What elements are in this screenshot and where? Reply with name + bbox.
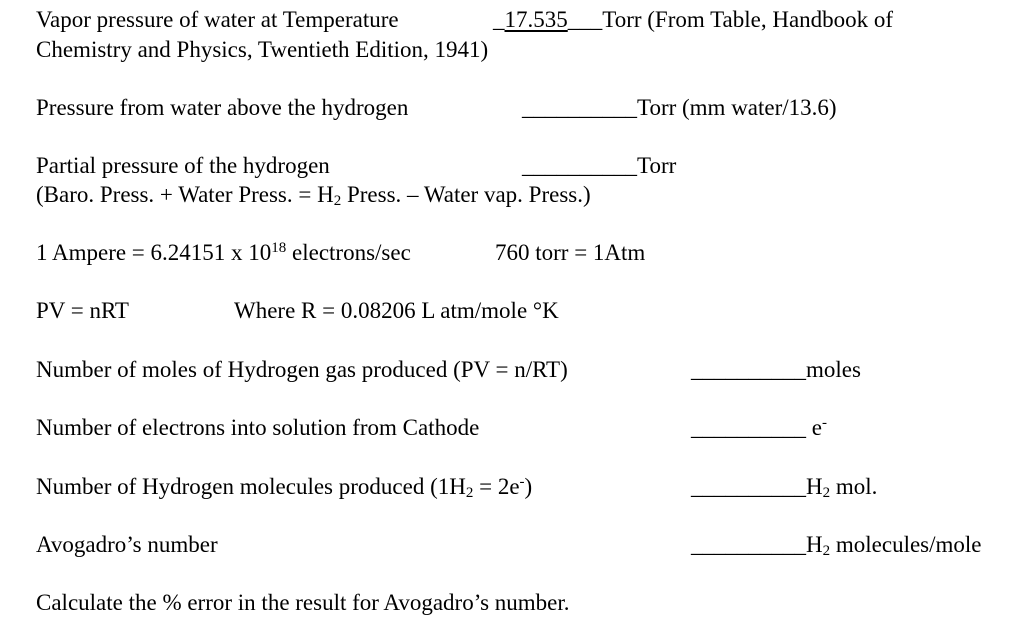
ampere-post: electrons/sec: [286, 240, 411, 265]
avogadro-unit-post: molecules/mole: [830, 532, 982, 557]
atm-constant: 760 torr = 1Atm: [495, 240, 646, 265]
formula-sub: 2: [333, 193, 342, 209]
electrons-label: Number of electrons into solution from Cathode: [36, 415, 480, 440]
h2-label-sup: -: [519, 474, 525, 490]
electrons-field: [691, 414, 827, 442]
vapor-pressure-field: [493, 6, 893, 34]
electrons-unit: [812, 415, 827, 440]
gas-law-equation: PV = nRT: [36, 298, 129, 323]
vapor-trail-blank: ___: [567, 7, 603, 32]
electrons-unit-sup: -: [821, 415, 827, 431]
h2-unit-pre: H: [806, 474, 823, 499]
partial-pressure-label: Partial pressure of the hydrogen: [36, 153, 330, 178]
moles-field: [691, 356, 861, 384]
water-above-unit: Torr (mm water/13.6): [637, 95, 837, 120]
h2-label-post: ): [524, 474, 533, 499]
formula-pre: (Baro. Press. + Water Press. = H: [36, 182, 334, 207]
avogadro-unit-sub: 2: [822, 543, 831, 559]
gas-constant: Where R = 0.08206 L atm/mole °K: [234, 298, 559, 323]
avogadro-blank: __________: [691, 532, 806, 557]
moles-unit: moles: [806, 357, 861, 382]
avogadro-label: Avogadro’s number: [36, 532, 218, 557]
vapor-pressure-value: 17.535: [504, 7, 568, 32]
h2-blank: __________: [691, 474, 806, 499]
partial-pressure-field: [522, 152, 676, 180]
avogadro-unit-pre: H: [806, 532, 823, 557]
electrons-blank: __________: [691, 415, 806, 440]
moles-blank: __________: [691, 357, 806, 382]
water-above-field: [522, 94, 837, 122]
h2-unit-post: mol.: [830, 474, 878, 499]
vapor-pressure-label: Vapor pressure of water at Temperature: [36, 7, 399, 32]
h2-molecules-label: [36, 473, 532, 501]
avogadro-field: [691, 531, 982, 559]
partial-pressure-unit: Torr: [637, 153, 677, 178]
water-above-blank: __________: [522, 95, 637, 120]
ampere-constant: [36, 239, 411, 267]
h2-field: [691, 473, 877, 501]
final-instruction: Calculate the % error in the result for Avogadro’s number.: [36, 590, 570, 615]
electrons-unit-base: e: [811, 415, 822, 440]
ampere-pre: 1 Ampere = 6.24151 x 10: [36, 240, 272, 265]
ampere-exp: 18: [271, 240, 287, 256]
partial-pressure-formula: [36, 181, 591, 209]
vapor-source-line: Chemistry and Physics, Twentieth Edition, 1941): [36, 37, 489, 62]
water-above-label: Pressure from water above the hydrogen: [36, 95, 409, 120]
moles-label: Number of moles of Hydrogen gas produced (PV = n/RT): [36, 357, 568, 382]
vapor-pressure-unit: Torr (From Table, Handbook of: [602, 7, 894, 32]
h2-label-mid: = 2e: [473, 474, 520, 499]
vapor-lead-blank: _: [493, 7, 505, 32]
h2-unit-sub: 2: [822, 485, 831, 501]
h2-label-sub: 2: [465, 485, 474, 501]
h2-label-pre: Number of Hydrogen molecules produced (1H: [36, 474, 466, 499]
partial-pressure-blank: __________: [522, 153, 637, 178]
formula-post: Press. – Water vap. Press.): [341, 182, 591, 207]
